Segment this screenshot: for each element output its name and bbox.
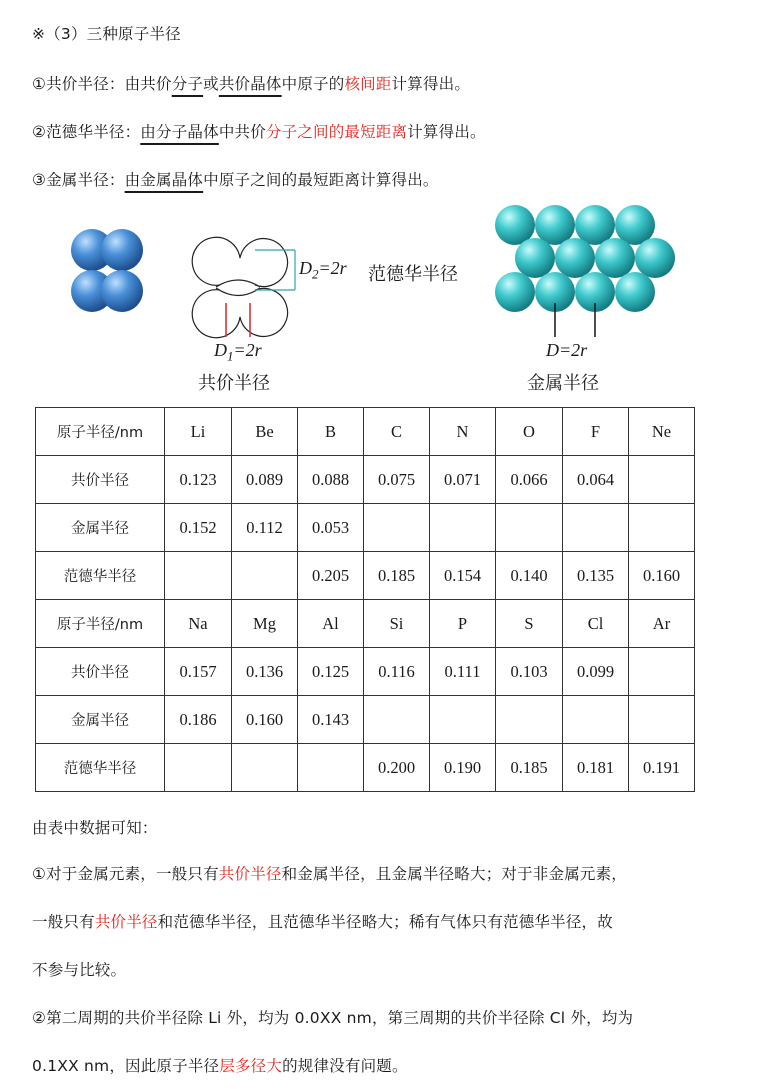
def1-g: 计算得出。 — [391, 75, 471, 93]
vdw-radius-label: 范德华半径 — [368, 264, 458, 285]
def3-b: 由金属晶体 — [124, 171, 204, 189]
table-cell: S — [496, 600, 563, 648]
cyan-atom — [555, 238, 595, 278]
table-cell: 0.066 — [496, 456, 563, 504]
table-cell: N — [430, 408, 496, 456]
table-cell: Ar — [629, 600, 695, 648]
text: 一般只有 — [32, 913, 95, 931]
def2-c: 中共价 — [218, 123, 266, 141]
table-cell: 0.071 — [430, 456, 496, 504]
table-cell: 0.185 — [364, 552, 430, 600]
text: 的规律没有问题。 — [282, 1057, 408, 1075]
text: 和金属半径，且金属半径略大；对于非金属元素， — [281, 865, 628, 883]
table-cell — [165, 744, 232, 792]
conclusion-p2-line1: ②第二周期的共价半径除 Li 外，均为 0.0XX nm，第三周期的共价半径除 Cl 外，均为 — [32, 1009, 634, 1027]
table-cell: 0.143 — [298, 696, 364, 744]
metal-radius-label: 金属半径 — [527, 373, 599, 394]
table-cell: Ne — [629, 408, 695, 456]
table-cell: 0.191 — [629, 744, 695, 792]
table-cell: 0.140 — [496, 552, 563, 600]
table-cell: Si — [364, 600, 430, 648]
table-cell: 0.103 — [496, 648, 563, 696]
table-cell — [430, 504, 496, 552]
table-cell: 0.200 — [364, 744, 430, 792]
def1-f: 核间距 — [344, 75, 392, 93]
row-header-cell: 共价半径 — [36, 648, 165, 696]
table-cell: Be — [232, 408, 298, 456]
table-row — [36, 456, 695, 504]
highlight: 层多径大 — [219, 1057, 283, 1075]
table-row — [36, 408, 695, 456]
def3-a: ③金属半径： — [32, 171, 125, 189]
table-cell: 0.064 — [563, 456, 629, 504]
d1-label: $D_1=2r$ — [214, 340, 262, 364]
cyan-atom — [595, 238, 635, 278]
blue-atom — [101, 229, 143, 271]
def1-e: 中原子的 — [281, 75, 345, 93]
conclusion-p2-line2 — [32, 1054, 408, 1076]
table-cell: 0.190 — [430, 744, 496, 792]
conclusion-p1-line1 — [32, 862, 627, 884]
def2-a: ②范德华半径： — [32, 123, 141, 141]
table-cell: Al — [298, 600, 364, 648]
cyan-atom — [615, 272, 655, 312]
table-cell: C — [364, 408, 430, 456]
row-header-cell: 金属半径 — [36, 504, 165, 552]
table-cell: 0.154 — [430, 552, 496, 600]
cyan-atom — [495, 272, 535, 312]
table-cell: F — [563, 408, 629, 456]
vdw-outline-diagram — [192, 237, 287, 337]
table-cell: 0.125 — [298, 648, 364, 696]
text: 0.1XX nm，因此原子半径 — [32, 1057, 220, 1075]
row-header-cell: 范德华半径 — [36, 744, 165, 792]
table-cell: 0.157 — [165, 648, 232, 696]
row-header-cell: 原子半径/nm — [36, 600, 165, 648]
text: ①对于金属元素，一般只有 — [32, 865, 219, 883]
table-cell: Mg — [232, 600, 298, 648]
table-cell: 0.123 — [165, 456, 232, 504]
cyan-atom — [635, 238, 675, 278]
table-cell: P — [430, 600, 496, 648]
table-cell — [364, 696, 430, 744]
atomic-radius-table — [35, 407, 695, 792]
table-cell — [232, 552, 298, 600]
def1-c: 或 — [203, 75, 219, 93]
table-cell: B — [298, 408, 364, 456]
table-cell — [629, 648, 695, 696]
row-header-cell: 共价半径 — [36, 456, 165, 504]
table-cell: 0.111 — [430, 648, 496, 696]
definition-metal — [32, 168, 439, 190]
highlight: 共价半径 — [218, 865, 282, 883]
atomic-radius-figure — [0, 195, 767, 400]
def1-d: 共价晶体 — [218, 75, 282, 93]
d-label: D=2r — [546, 340, 588, 360]
d2-label: $D_2=2r$ — [299, 258, 347, 282]
definition-covalent — [32, 72, 470, 94]
definition-vdw — [32, 120, 486, 142]
row-header-cell: 原子半径/nm — [36, 408, 165, 456]
table-row — [36, 744, 695, 792]
table-cell: 0.160 — [629, 552, 695, 600]
table-cell: 0.185 — [496, 744, 563, 792]
diatomic-molecules — [71, 229, 143, 312]
table-cell: 0.099 — [563, 648, 629, 696]
row-header-cell: 范德华半径 — [36, 552, 165, 600]
table-cell: 0.205 — [298, 552, 364, 600]
table-cell: 0.089 — [232, 456, 298, 504]
table-cell — [563, 504, 629, 552]
table-cell: 0.088 — [298, 456, 364, 504]
table-cell: Li — [165, 408, 232, 456]
def1-b: 分子 — [171, 75, 204, 93]
table-cell: 0.160 — [232, 696, 298, 744]
table-cell — [629, 696, 695, 744]
highlight: 共价半径 — [94, 913, 158, 931]
figure-drawing — [0, 195, 767, 400]
table-cell — [430, 696, 496, 744]
table-cell: 0.181 — [563, 744, 629, 792]
def2-b: 由分子晶体 — [140, 123, 219, 141]
table-row — [36, 696, 695, 744]
text: 和范德华半径，且范德华半径略大；稀有气体只有范德华半径，故 — [157, 913, 613, 931]
def3-c: 中原子之间的最短距离计算得出。 — [203, 171, 439, 189]
table-cell — [364, 504, 430, 552]
row-header-cell: 金属半径 — [36, 696, 165, 744]
conclusion-p1-line3: 不参与比较。 — [32, 961, 127, 979]
table-cell — [496, 696, 563, 744]
table-cell — [629, 456, 695, 504]
conclusion-intro: 由表中数据可知： — [32, 819, 158, 837]
table-cell — [298, 744, 364, 792]
table-cell — [563, 696, 629, 744]
table-row — [36, 504, 695, 552]
table-cell: 0.186 — [165, 696, 232, 744]
def2-d: 分子之间的最短距离 — [265, 123, 408, 141]
table-cell — [165, 552, 232, 600]
table-cell: O — [496, 408, 563, 456]
table-cell: Cl — [563, 600, 629, 648]
table-cell — [232, 744, 298, 792]
table-cell: 0.152 — [165, 504, 232, 552]
table-cell: 0.135 — [563, 552, 629, 600]
table-cell: 0.116 — [364, 648, 430, 696]
table-cell: 0.112 — [232, 504, 298, 552]
table-row — [36, 648, 695, 696]
table-cell: Na — [165, 600, 232, 648]
covalent-radius-label: 共价半径 — [198, 373, 270, 394]
table-cell — [496, 504, 563, 552]
def2-e: 计算得出。 — [407, 123, 486, 141]
table-cell: 0.075 — [364, 456, 430, 504]
def1-a: ①共价半径：由共价 — [32, 75, 172, 93]
table-cell — [629, 504, 695, 552]
metal-lattice — [495, 205, 675, 337]
table-cell: 0.053 — [298, 504, 364, 552]
section-heading: ※（3）三种原子半径 — [32, 25, 181, 43]
conclusion-p1-line2 — [32, 910, 613, 932]
table-row — [36, 552, 695, 600]
table-row — [36, 600, 695, 648]
cyan-atom — [515, 238, 555, 278]
table-cell: 0.136 — [232, 648, 298, 696]
blue-atom — [101, 270, 143, 312]
